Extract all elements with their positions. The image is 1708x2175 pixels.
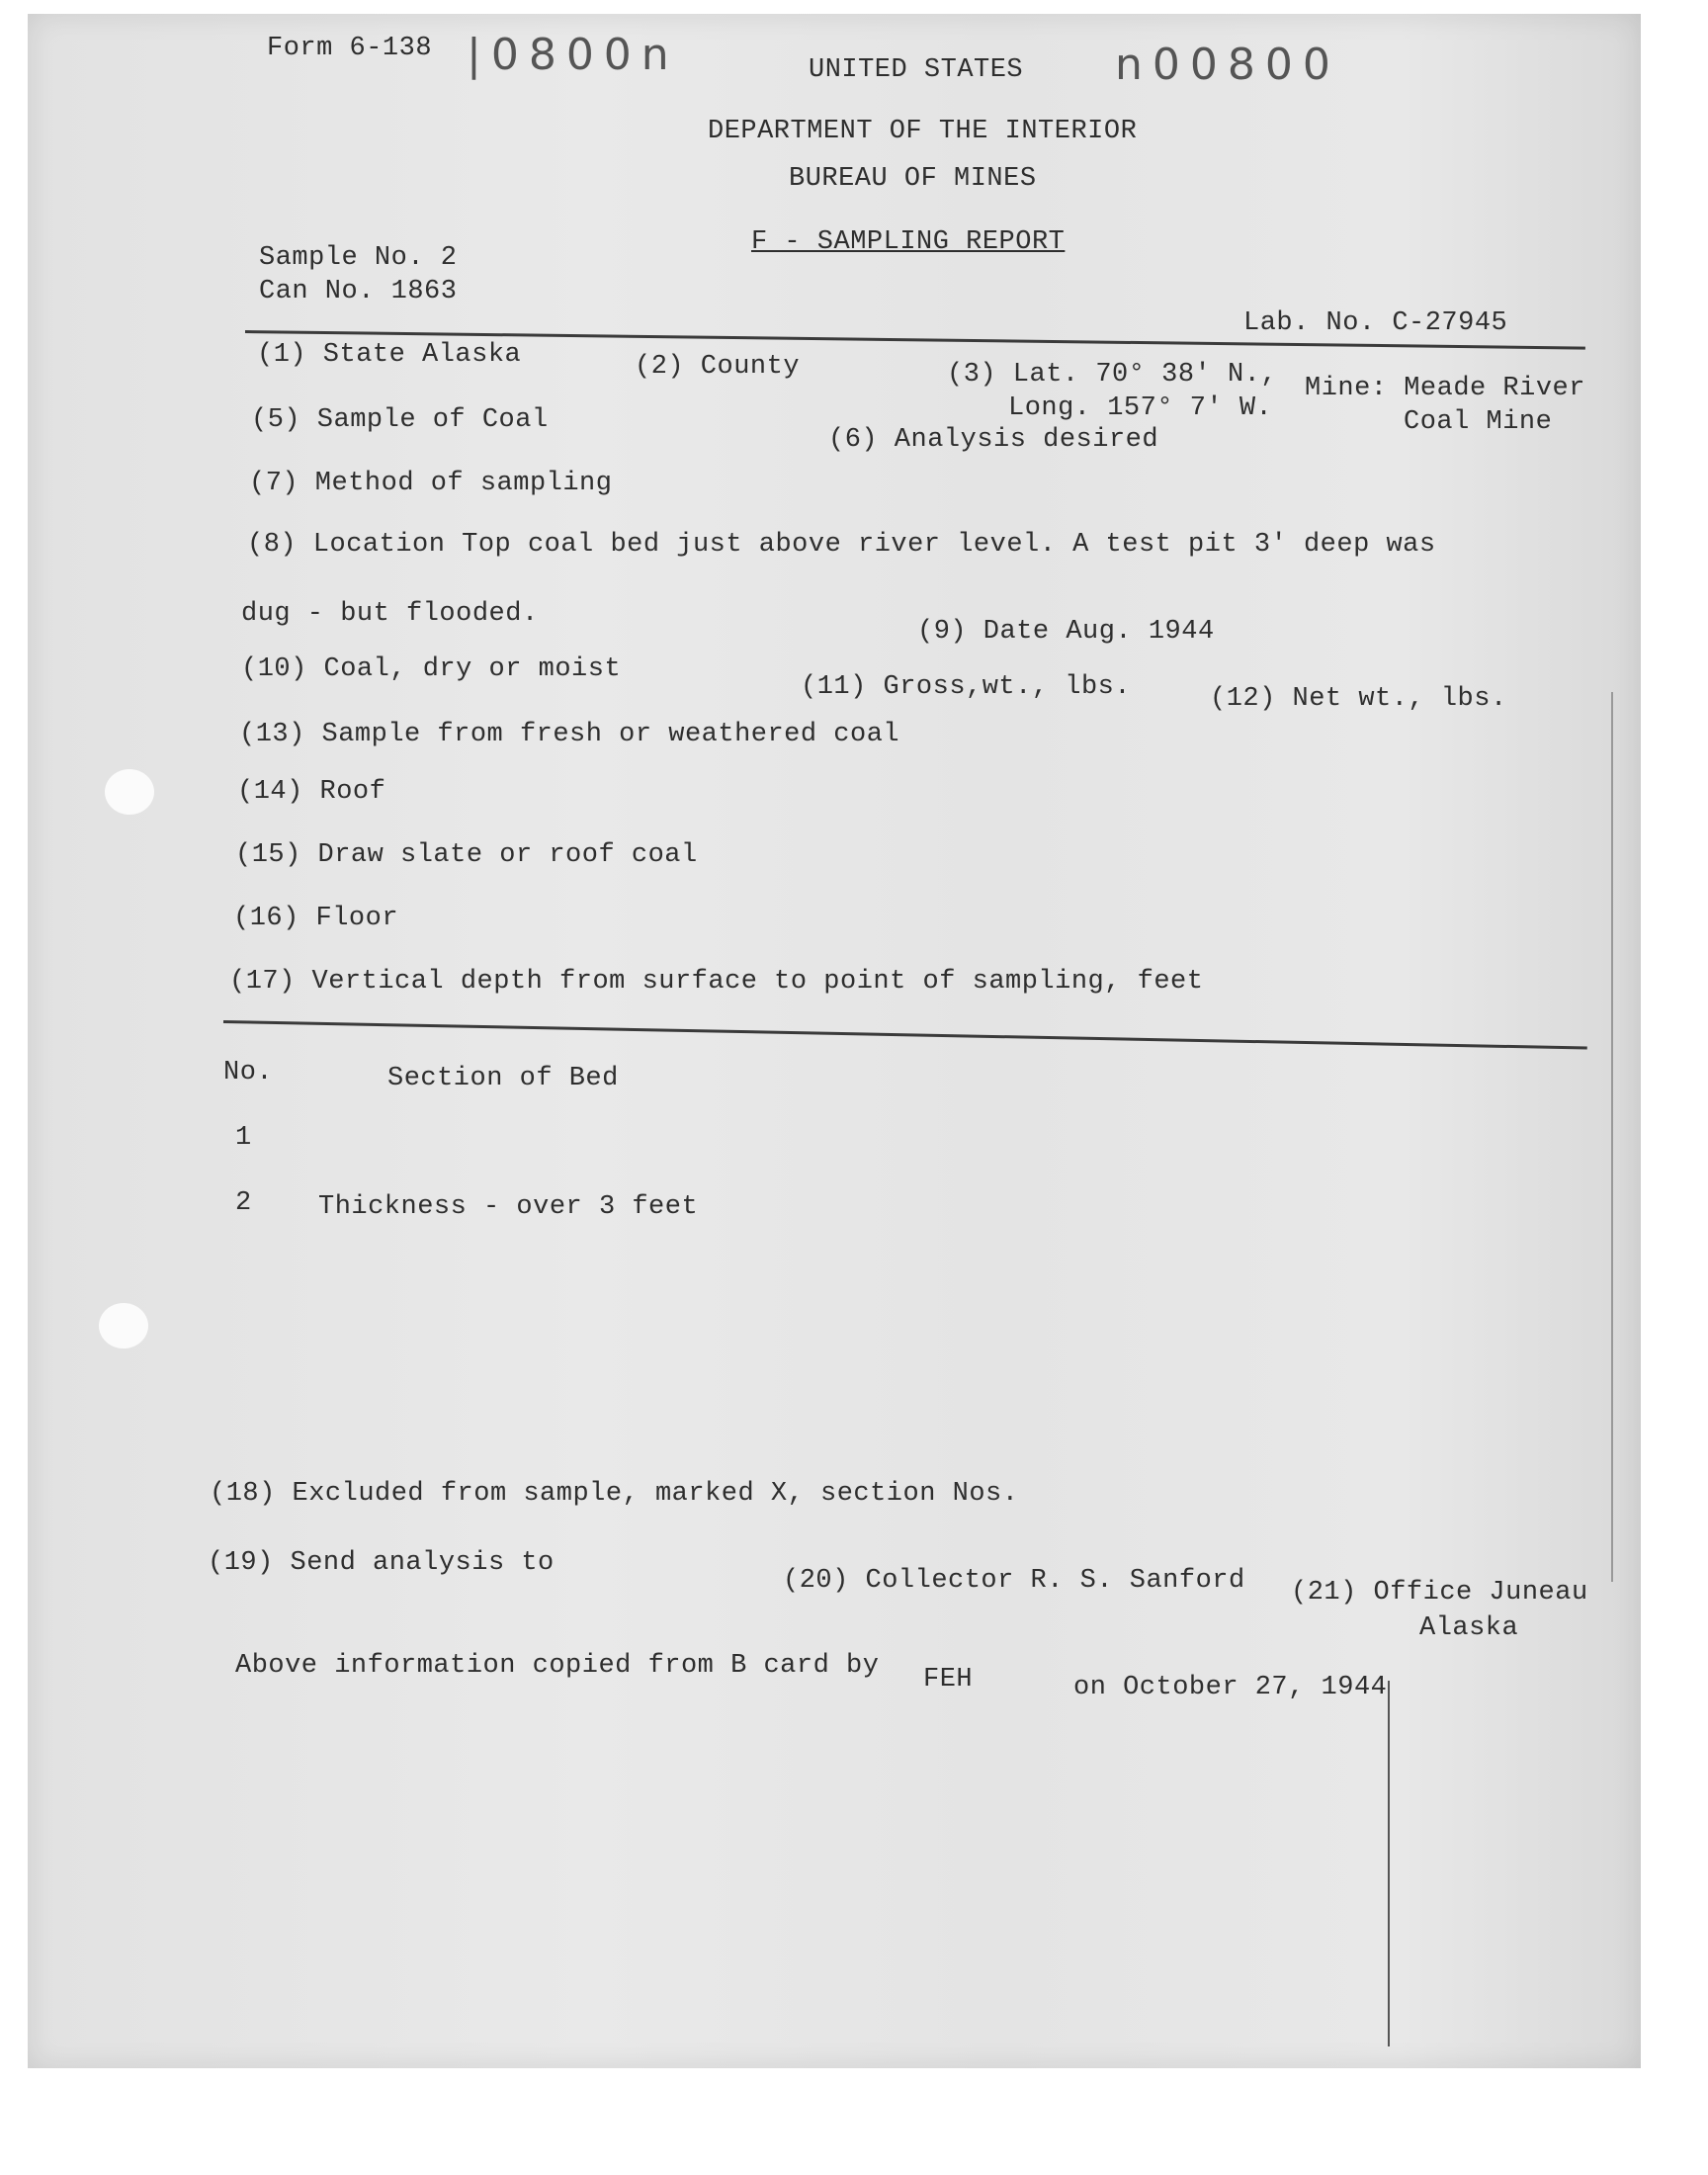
field-coal-dry-moist: (10) Coal, dry or moist [241, 654, 622, 684]
field-draw-slate: (15) Draw slate or roof coal [235, 840, 698, 870]
paper-edge-tear [1611, 692, 1613, 1582]
field-longitude: Long. 157° 7' W. [1008, 393, 1273, 423]
field-sample-of: (5) Sample of Coal [251, 405, 549, 435]
stamp-number-left: |0800n [467, 30, 679, 80]
stamp-number-right: n00800 [1115, 40, 1340, 90]
field-date: (9) Date Aug. 1944 [917, 617, 1215, 647]
field-county: (2) County [635, 352, 801, 382]
agency-line-3: BUREAU OF MINES [789, 164, 1037, 194]
field-latitude: (3) Lat. 70° 38' N., [947, 360, 1278, 390]
lab-number: Lab. No. C-27945 [1243, 308, 1508, 338]
form-number: Form 6-138 [267, 34, 433, 63]
field-state: (1) State Alaska [257, 340, 522, 370]
field-location-cont: dug - but flooded. [241, 599, 539, 629]
field-fresh-or-weathered: (13) Sample from fresh or weathered coal [239, 720, 900, 749]
field-gross-weight: (11) Gross,wt., lbs. [801, 672, 1132, 702]
column-header-section: Section of Bed [387, 1064, 619, 1093]
copied-date: on October 27, 1944 [1073, 1673, 1388, 1702]
copied-from-label: Above information copied from B card by [235, 1651, 880, 1681]
field-office: (21) Office Juneau [1291, 1578, 1588, 1608]
can-number: Can No. 1863 [259, 277, 458, 306]
report-title: F - SAMPLING REPORT [751, 227, 1066, 257]
field-floor: (16) Floor [233, 904, 399, 933]
paper-crease [1388, 1681, 1390, 2046]
field-location: (8) Location Top coal bed just above river level. A test pit 3' deep was [247, 530, 1436, 560]
section-row-text: Thickness - over 3 feet [318, 1192, 699, 1222]
section-row-number: 2 [235, 1188, 252, 1218]
punch-hole [99, 1303, 148, 1348]
sample-number: Sample No. 2 [259, 243, 458, 273]
section-row-number: 1 [235, 1123, 252, 1153]
field-vertical-depth: (17) Vertical depth from surface to point of sampling, feet [229, 967, 1204, 997]
field-office-cont: Alaska [1419, 1613, 1519, 1643]
field-excluded: (18) Excluded from sample, marked X, section Nos. [210, 1479, 1019, 1509]
field-net-weight: (12) Net wt., lbs. [1210, 684, 1507, 714]
agency-line-1: UNITED STATES [809, 55, 1024, 85]
punch-hole [105, 769, 154, 815]
copied-by-initials: FEH [923, 1665, 974, 1695]
field-mine: Mine: Meade River [1305, 374, 1585, 403]
agency-line-2: DEPARTMENT OF THE INTERIOR [708, 117, 1138, 146]
column-header-no: No. [223, 1058, 274, 1088]
field-analysis-desired: (6) Analysis desired [828, 425, 1159, 455]
field-roof: (14) Roof [237, 777, 386, 807]
field-method-of-sampling: (7) Method of sampling [249, 469, 613, 498]
field-mine-cont: Coal Mine [1404, 407, 1553, 437]
field-send-analysis-to: (19) Send analysis to [208, 1548, 555, 1578]
field-collector: (20) Collector R. S. Sanford [783, 1566, 1245, 1596]
